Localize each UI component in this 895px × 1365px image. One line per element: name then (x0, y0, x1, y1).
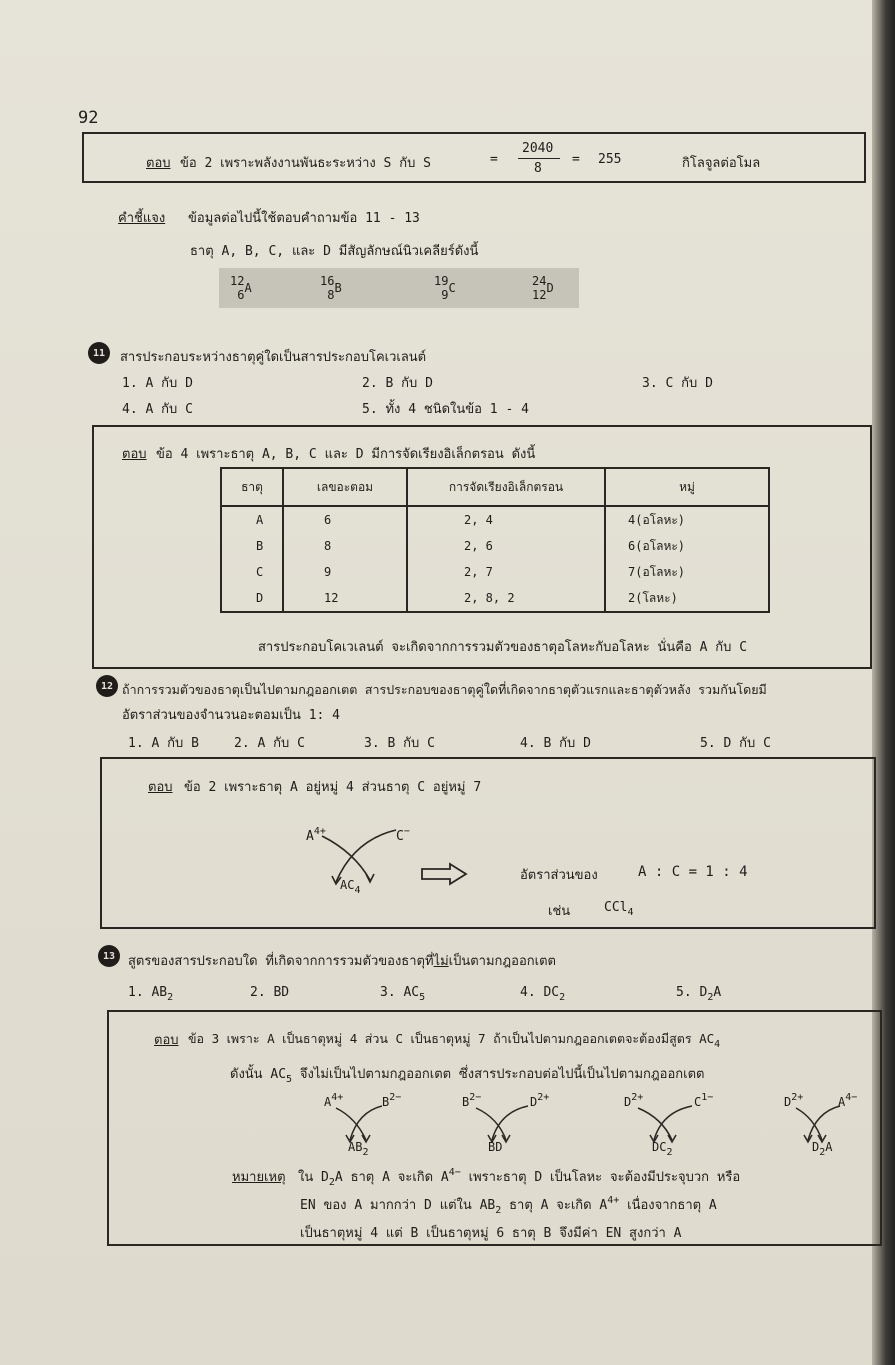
product-bd: BD (488, 1140, 503, 1154)
question-12-line1: ถ้าการรวมตัวของธาตุเป็นไปตามกฎออกเตต สารประกอบของธาตุคู่ใดที่เกิดจากธาตุตัวแรกและธาตุตัวหลัง รวมกันโดยมี (122, 682, 767, 697)
table-cell: B (221, 533, 283, 559)
product-ac4: $AC_4$ (340, 878, 361, 896)
nuclide-b: 16 8B (320, 274, 342, 302)
ion-cminus: C− (396, 826, 410, 844)
table-cell: 2, 6 (407, 533, 605, 559)
equals-sign: = (490, 152, 498, 167)
option-12-3: 3. B กับ C (364, 736, 435, 751)
option-11-3: 3. C กับ D (642, 376, 713, 391)
nuclide-d: 24 12D (532, 274, 554, 302)
answer-11-conclusion: สารประกอบโคเวเลนต์ จะเกิดจากการรวมตัวของธาตุอโลหะกับอโลหะ นั่นคือ A กับ C (258, 640, 748, 655)
option-11-5: 5. ทั้ง 4 ชนิดในข้อ 1 - 4 (362, 402, 529, 417)
explanation-text: ข้อมูลต่อไปนี้ใช้ตอบคำถามข้อ 11 - 13 (188, 211, 420, 226)
option-12-1: 1. A กับ B (128, 736, 199, 751)
product-ab2: $AB_2$ (348, 1140, 369, 1158)
table-cell: 6(อโลหะ) (605, 533, 769, 559)
answer-13-line1: ข้อ 3 เพราะ A เป็นธาตุหมู่ 4 ส่วน C เป็นธาตุหมู่ 7 ถ้าเป็นไปตามกฎออกเตตจะต้องมีสูตร $AC_4$ (188, 1031, 721, 1050)
crossing-arrows-icon (314, 822, 414, 892)
question-number-11: 11 (88, 342, 110, 364)
table-cell: 9 (283, 559, 407, 585)
table-cell: 2, 7 (407, 559, 605, 585)
note-line1: ใน $D_2A$ ธาตุ A จะเกิด $A^{4-}$ เพราะธาตุ D เป็นโลหะ จะต้องมีประจุบวก หรือ (298, 1167, 741, 1188)
option-11-4: 4. A กับ C (122, 402, 193, 417)
ratio-value: A : C = 1 : 4 (638, 864, 748, 880)
option-12-4: 4. B กับ D (520, 736, 591, 751)
table-cell: 2, 4 (407, 506, 605, 533)
option-13-4: 4. $DC_2$ (520, 985, 566, 1003)
ion-a4minus: $A^{4-}$ (838, 1092, 858, 1109)
table-cell: 7(อโลหะ) (605, 559, 769, 585)
option-12-2: 2. A กับ C (234, 736, 305, 751)
answer-13-label: ตอบ (154, 1033, 179, 1048)
table-row (221, 533, 769, 559)
nuclide-highlight (219, 268, 579, 308)
note-label: หมายเหตุ (232, 1170, 286, 1185)
question-13-text: สูตรของสารประกอบใด ที่เกิดจากการรวมตัวของธาตุที่ไม่เป็นตามกฎออกเตต (128, 954, 556, 969)
answer-text: ข้อ 2 เพราะพลังงานพันธะระหว่าง S กับ S (180, 156, 431, 171)
answer-label: ตอบ (146, 156, 171, 171)
equals-sign-2: = (572, 152, 580, 167)
table-cell: C (221, 559, 283, 585)
table-cell: 12 (283, 585, 407, 612)
ion-a4plus-1: $A^{4+}$ (324, 1092, 344, 1109)
product-dc2: $DC_2$ (652, 1140, 673, 1158)
product-d2a: $D_2A$ (812, 1140, 833, 1158)
note-line3: เป็นธาตุหมู่ 4 แต่ B เป็นธาตุหมู่ 6 ธาตุ B จึงมีค่า EN สูงกว่า A (300, 1226, 682, 1241)
nuclide-c: 19 9C (434, 274, 456, 302)
table-header: หมู่ (605, 468, 769, 506)
ion-b2minus-2: $B^{2-}$ (462, 1092, 482, 1109)
table-header: ธาตุ (221, 468, 283, 506)
question-12-line2: อัตราส่วนของจำนวนอะตอมเป็น 1: 4 (122, 708, 341, 723)
answer-11-text: ข้อ 4 เพราะธาตุ A, B, C และ D มีการจัดเรียงอิเล็กตรอน ดังนี้ (156, 447, 536, 462)
ratio-label: อัตราส่วนของ (520, 868, 598, 883)
ion-a4plus: $A^{4+}$ (306, 826, 326, 844)
elements-intro: ธาตุ A, B, C, และ D มีสัญลักษณ์นิวเคลียร์ดังนี้ (190, 244, 479, 259)
answer-13-line2: ดังนั้น $AC_5$ จึงไม่เป็นไปตามกฎออกเตต ซึ่งสารประกอบต่อไปนี้เป็นไปตามกฎออกเตต (230, 1067, 705, 1085)
table-header: การจัดเรียงอิเล็กตรอน (407, 468, 605, 506)
table-row (221, 506, 769, 533)
fraction-numerator: 2040 (522, 141, 554, 156)
option-13-5: 5. $D_2A$ (676, 985, 722, 1003)
answer-12-text: ข้อ 2 เพราะธาตุ A อยู่หมู่ 4 ส่วนธาตุ C อยู่หมู่ 7 (184, 780, 482, 795)
option-12-5: 5. D กับ C (700, 736, 771, 751)
table-cell: 4(อโลหะ) (605, 506, 769, 533)
table-row (221, 559, 769, 585)
example-label: เช่น (548, 904, 571, 919)
ion-d2plus-3: $D^{2+}$ (784, 1092, 804, 1109)
note-line2: EN ของ A มากกว่า D แต่ใน $AB_2$ ธาตุ A จะเกิด $A^{4+}$ เนื่องจากธาตุ A (300, 1195, 717, 1216)
fraction-bar (518, 158, 560, 159)
unit-text: กิโลจูลต่อโมล (682, 156, 761, 171)
answer-11-label: ตอบ (122, 447, 147, 462)
electron-config-table (220, 467, 770, 613)
ion-d2plus: $D^{2+}$ (530, 1092, 550, 1109)
table-row (221, 585, 769, 612)
table-header: เลขอะตอม (283, 468, 407, 506)
answer-12-label: ตอบ (148, 780, 173, 795)
table-cell: 6 (283, 506, 407, 533)
table-cell: 8 (283, 533, 407, 559)
table-cell: D (221, 585, 283, 612)
example-formula: CCl$_4$ (604, 900, 634, 918)
option-11-2: 2. B กับ D (362, 376, 433, 391)
table-cell: A (221, 506, 283, 533)
page-number: 92 (78, 108, 99, 128)
nuclide-a: 12 6A (230, 274, 252, 302)
table-cell: 2, 8, 2 (407, 585, 605, 612)
explanation-label: คำชี้แจง (118, 211, 166, 226)
option-13-2: 2. BD (250, 985, 290, 1000)
option-13-3: 3. $AC_5$ (380, 985, 426, 1003)
ion-c1minus: $C^{1-}$ (694, 1092, 714, 1109)
fraction-denominator: 8 (534, 161, 542, 176)
question-number-13: 13 (98, 945, 120, 967)
question-number-12: 12 (96, 675, 118, 697)
ion-d2plus-2: $D^{2+}$ (624, 1092, 644, 1109)
result-value: 255 (598, 152, 622, 167)
option-13-1: 1. $AB_2$ (128, 985, 174, 1003)
ion-b2minus: $B^{2-}$ (382, 1092, 402, 1109)
hollow-arrow-icon (420, 862, 468, 886)
option-11-1: 1. A กับ D (122, 376, 193, 391)
question-11-text: สารประกอบระหว่างธาตุคู่ใดเป็นสารประกอบโคเวเลนต์ (120, 350, 427, 365)
table-cell: 2(โลหะ) (605, 585, 769, 612)
